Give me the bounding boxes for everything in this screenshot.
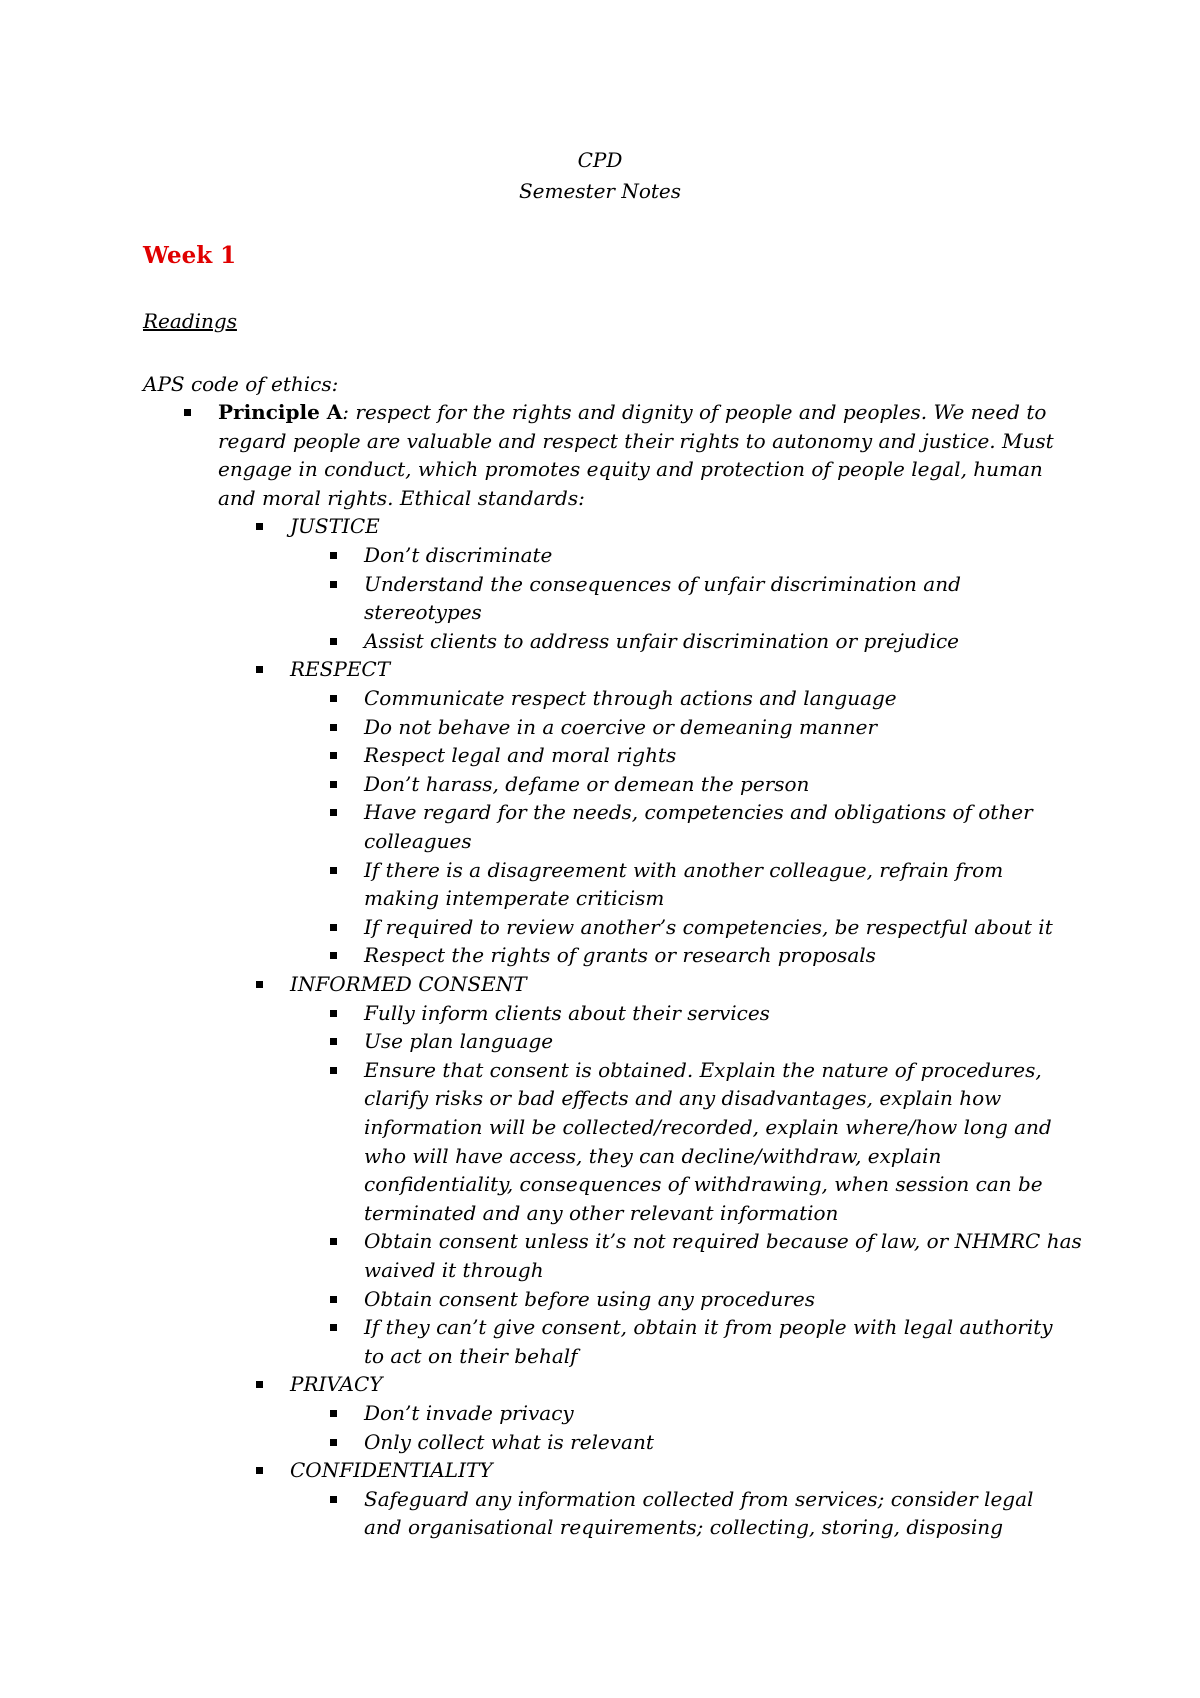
principle-text: : respect for the rights and dignity of people and peoples. We need to: [342, 400, 1047, 424]
list-item: Do not behave in a coercive or demeaning manner: [364, 714, 878, 739]
document-subtitle: Semester Notes: [518, 179, 682, 203]
list-item: If they can’t give consent, obtain it from people with legal authority: [364, 1315, 1053, 1340]
list-item: Communicate respect through actions and language: [364, 686, 897, 710]
readings-heading: Readings: [143, 309, 237, 333]
list-item-bullet: [330, 695, 337, 702]
standard-heading: JUSTICE: [290, 514, 380, 539]
list-item: information will be collected/recorded, explain where/how long and: [364, 1115, 1052, 1139]
principle-line: engage in conduct, which promotes equity and protection of people legal, human: [218, 457, 1043, 482]
list-item-bullet: [330, 924, 337, 931]
document-title: CPD: [577, 148, 623, 172]
list-item: clarify risks or bad effects and any disadvantages, explain how: [364, 1086, 1002, 1111]
list-item-bullet: [330, 781, 337, 788]
list-item: colleagues: [364, 829, 472, 853]
list-item: Use plan language: [364, 1029, 554, 1054]
list-item-bullet: [330, 1067, 337, 1074]
principle-label: Principle A: [218, 400, 343, 424]
list-item-bullet: [330, 724, 337, 731]
standard-bullet: [256, 1467, 263, 1474]
list-item: Don’t invade privacy: [364, 1401, 574, 1425]
list-item: Have regard for the needs, competencies and obligations of other: [364, 800, 1033, 825]
list-item-bullet: [330, 867, 337, 874]
standard-bullet: [256, 981, 263, 988]
list-item-bullet: [330, 1296, 337, 1303]
list-item: If required to review another’s competencies, be respectful about it: [364, 914, 1053, 939]
list-item-bullet: [330, 1439, 337, 1446]
standard-bullet: [256, 1381, 263, 1388]
list-item: Obtain consent unless it’s not required because of law, or NHMRC has: [364, 1229, 1082, 1254]
standard-bullet: [256, 666, 263, 673]
list-item: confidentiality, consequences of withdrawing, when session can be: [364, 1172, 1043, 1197]
list-item: Safeguard any information collected from services; consider legal: [364, 1486, 1034, 1511]
week-heading: Week 1: [143, 242, 237, 269]
list-item: who will have access, they can decline/withdraw, explain: [364, 1143, 942, 1168]
list-item: If there is a disagreement with another colleague, refrain from: [364, 857, 1004, 882]
list-item: Understand the consequences of unfair discrimination and: [364, 571, 961, 596]
list-item: Respect the rights of grants or research proposals: [364, 943, 876, 968]
list-item-bullet: [330, 1324, 337, 1331]
list-item-bullet: [330, 1410, 337, 1417]
list-item: Assist clients to address unfair discrimination or prejudice: [364, 628, 960, 653]
standard-heading: CONFIDENTIALITY: [290, 1458, 493, 1483]
standard-heading: RESPECT: [290, 657, 391, 682]
standard-heading: INFORMED CONSENT: [290, 972, 527, 996]
principle-line: regard people are valuable and respect their rights to autonomy and justice. Must: [218, 428, 1054, 453]
list-item: waived it through: [364, 1258, 544, 1282]
list-item-bullet: [330, 581, 337, 588]
list-item: Obtain consent before using any procedures: [364, 1286, 815, 1311]
list-item: Only collect what is relevant: [364, 1429, 654, 1454]
list-item: terminated and any other relevant information: [364, 1200, 839, 1225]
list-item-bullet: [330, 1038, 337, 1045]
list-item: stereotypes: [364, 600, 482, 625]
principle-line: and moral rights. Ethical standards:: [218, 485, 585, 510]
list-item-bullet: [330, 1010, 337, 1017]
list-item: and organisational requirements; collecting, storing, disposing: [364, 1515, 1003, 1540]
principle-line: [218, 398, 1046, 426]
list-item: Don’t harass, defame or demean the person: [364, 771, 810, 796]
list-item-bullet: [330, 952, 337, 959]
list-item-bullet: [330, 552, 337, 559]
list-item: Don’t discriminate: [364, 543, 553, 567]
list-item-bullet: [330, 638, 337, 645]
aps-intro: APS code of ethics:: [143, 372, 339, 396]
standard-heading: PRIVACY: [290, 1372, 383, 1397]
principle-bullet: [184, 409, 191, 416]
standard-bullet: [256, 523, 263, 530]
list-item: making intemperate criticism: [364, 886, 665, 911]
list-item: Respect legal and moral rights: [364, 743, 677, 768]
list-item: to act on their behalf: [364, 1343, 578, 1368]
list-item: Ensure that consent is obtained. Explain the nature of procedures,: [364, 1057, 1042, 1082]
list-item-bullet: [330, 809, 337, 816]
list-item: Fully inform clients about their services: [364, 1000, 770, 1025]
list-item-bullet: [330, 1238, 337, 1245]
list-item-bullet: [330, 1496, 337, 1503]
list-item-bullet: [330, 752, 337, 759]
